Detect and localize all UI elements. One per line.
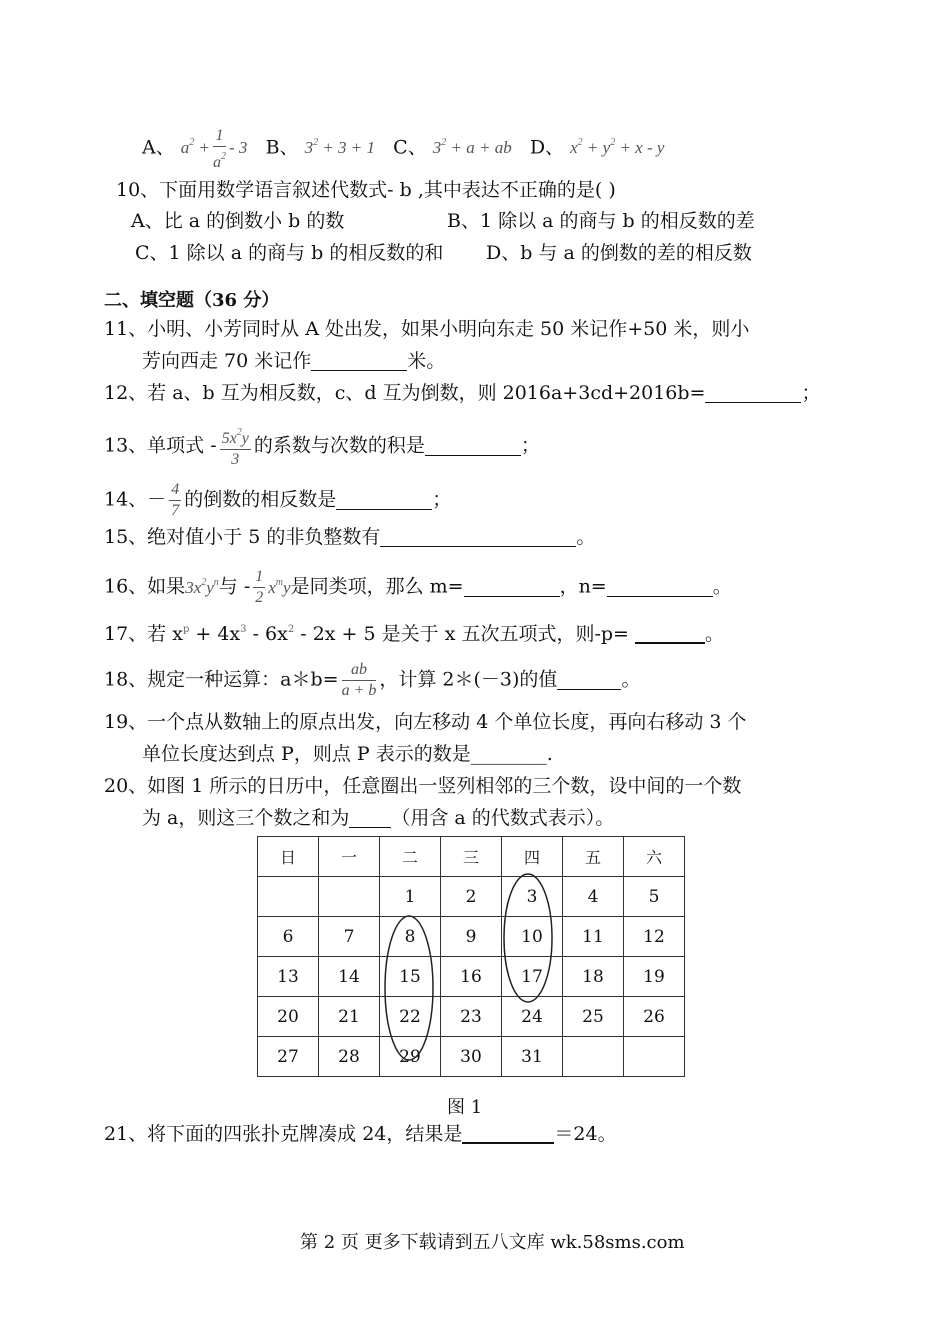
calendar-header-cell: 三: [441, 837, 502, 877]
q10-stem: 10、下面用数学语言叙述代数式- b ,其中表达不正确的是( ): [116, 179, 616, 201]
option-c-label: C、: [393, 136, 427, 159]
option-b-expr: $3^2 + 3 + 1$: [304, 137, 376, 158]
answer-blank[interactable]: [425, 435, 521, 456]
q14: 14、－ $\frac{4}{7}$ 的倒数的相反数是 ；: [104, 481, 452, 519]
calendar-cell: 29: [380, 1037, 441, 1077]
calendar-header-cell: 六: [624, 837, 685, 877]
q15: 15、绝对值小于 5 的非负整数有 。: [104, 526, 596, 548]
calendar-cell: 27: [258, 1037, 319, 1077]
calendar-header-cell: 二: [380, 837, 441, 877]
calendar-header-cell: 五: [563, 837, 624, 877]
calendar-header-cell: 日: [258, 837, 319, 877]
q18: 18、规定一种运算：a＊b= $\frac{ab}{a + b}$ ，计算 2＊(－3)的值 。: [104, 661, 641, 699]
answer-blank[interactable]: [311, 350, 407, 371]
calendar-cell: 15: [380, 957, 441, 997]
calendar-table: [257, 836, 685, 1077]
q19-line1: 19、一个点从数轴上的原点出发，向左移动 4 个单位长度，再向右移动 3 个: [104, 711, 747, 733]
calendar-cell: 28: [319, 1037, 380, 1077]
calendar-cell: 19: [624, 957, 685, 997]
q19-line2: 单位长度达到点 P，则点 P 表示的数是________.: [142, 743, 553, 765]
option-d-label: D、: [529, 136, 565, 159]
calendar-cell: 14: [319, 957, 380, 997]
calendar-cell: 2: [441, 877, 502, 917]
calendar-cell: 4: [563, 877, 624, 917]
calendar-cell: 21: [319, 997, 380, 1037]
calendar-cell: [319, 877, 380, 917]
calendar-cell: 7: [319, 917, 380, 957]
q9-options: [142, 126, 664, 173]
answer-blank[interactable]: [635, 622, 705, 644]
q10-option-c: C、1 除以 a 的商与 b 的相反数的和: [135, 242, 444, 264]
calendar-cell: 8: [380, 917, 441, 957]
option-c-expr: $3^2 + a$ + ab: [432, 137, 512, 158]
calendar-row: [258, 917, 685, 957]
calendar-cell: 24: [502, 997, 563, 1037]
calendar-header-cell: 四: [502, 837, 563, 877]
calendar-header-row: [258, 837, 685, 877]
q21: 21、将下面的四张扑克牌凑成 24，结果是 ＝24。: [104, 1123, 617, 1145]
calendar-cell: 13: [258, 957, 319, 997]
q11-line2: 芳向西走 70 米记作 米。: [142, 350, 446, 372]
q10-option-d: D、b 与 a 的倒数的差的相反数: [486, 242, 752, 264]
answer-blank[interactable]: [607, 576, 713, 597]
q10-option-b: B、1 除以 a 的商与 b 的相反数的差: [447, 210, 755, 232]
calendar-cell: 23: [441, 997, 502, 1037]
calendar-cell: 31: [502, 1037, 563, 1077]
section-title: 二、填空题（36 分）: [104, 290, 280, 311]
answer-blank[interactable]: [557, 669, 621, 690]
calendar-cell: 9: [441, 917, 502, 957]
q11-line1: 11、小明、小芳同时从 A 处出发，如果小明向东走 50 米记作+50 米，则小: [104, 318, 750, 340]
answer-blank[interactable]: [705, 382, 801, 403]
option-b-label: B、: [265, 136, 299, 159]
answer-blank[interactable]: [380, 526, 576, 547]
calendar-cell: 11: [563, 917, 624, 957]
page-footer: 第 2 页 更多下载请到五八文库 wk.58sms.com: [300, 1232, 685, 1253]
calendar-cell: 17: [502, 957, 563, 997]
calendar-row: [258, 957, 685, 997]
calendar-cell: 3: [502, 877, 563, 917]
calendar-row: [258, 997, 685, 1037]
calendar-cell: [624, 1037, 685, 1077]
calendar-cell: 5: [624, 877, 685, 917]
calendar-header-cell: 一: [319, 837, 380, 877]
calendar-cell: 1: [380, 877, 441, 917]
answer-blank[interactable]: [336, 489, 432, 510]
calendar-cell: 16: [441, 957, 502, 997]
q16: 16、如果$3x^2y^n$与 - $\frac{1}{2}$ $x^my$是同类项，那么 m= ，n= 。: [104, 568, 732, 606]
option-d-expr: $x^2 + y^2 + x - y$: [570, 137, 665, 158]
q17: 17、若 $x^p + 4x^3 - 6x^2 - 2x + 5$ 是关于 x 五次五项式，则-p= 。: [104, 623, 725, 645]
option-a-expr: $a^2$ + $\frac{1}{a^2}$ - 3: [180, 127, 248, 171]
answer-blank[interactable]: [464, 576, 560, 597]
calendar-cell: 20: [258, 997, 319, 1037]
calendar-row: [258, 877, 685, 917]
calendar-cell: 25: [563, 997, 624, 1037]
calendar-cell: [563, 1037, 624, 1077]
answer-blank[interactable]: [462, 1122, 554, 1144]
calendar-cell: 6: [258, 917, 319, 957]
calendar-cell: 18: [563, 957, 624, 997]
q13: 13、单项式 - $\frac{5x^2y}{3}$ 的系数与次数的积是 ；: [104, 423, 540, 470]
q12: 12、若 a、b 互为相反数，c、d 互为倒数，则 2016a+3cd+2016b= ；: [104, 382, 821, 404]
q10-option-a: A、比 a 的倒数小 b 的数: [131, 210, 345, 232]
q20-line1: 20、如图 1 所示的日历中，任意圈出一竖列相邻的三个数，设中间的一个数: [104, 775, 742, 797]
option-a-label: A、: [142, 136, 175, 159]
calendar-cell: 30: [441, 1037, 502, 1077]
calendar-cell: 10: [502, 917, 563, 957]
calendar-cell: 26: [624, 997, 685, 1037]
calendar-cell: 12: [624, 917, 685, 957]
figure-caption: 图 1: [447, 1097, 483, 1118]
q20-line2: 为 a，则这三个数之和为 （用含 a 的代数式表示）。: [142, 807, 615, 829]
calendar-cell: 22: [380, 997, 441, 1037]
calendar-cell: [258, 877, 319, 917]
calendar-row: [258, 1037, 685, 1077]
answer-blank[interactable]: [349, 807, 391, 828]
